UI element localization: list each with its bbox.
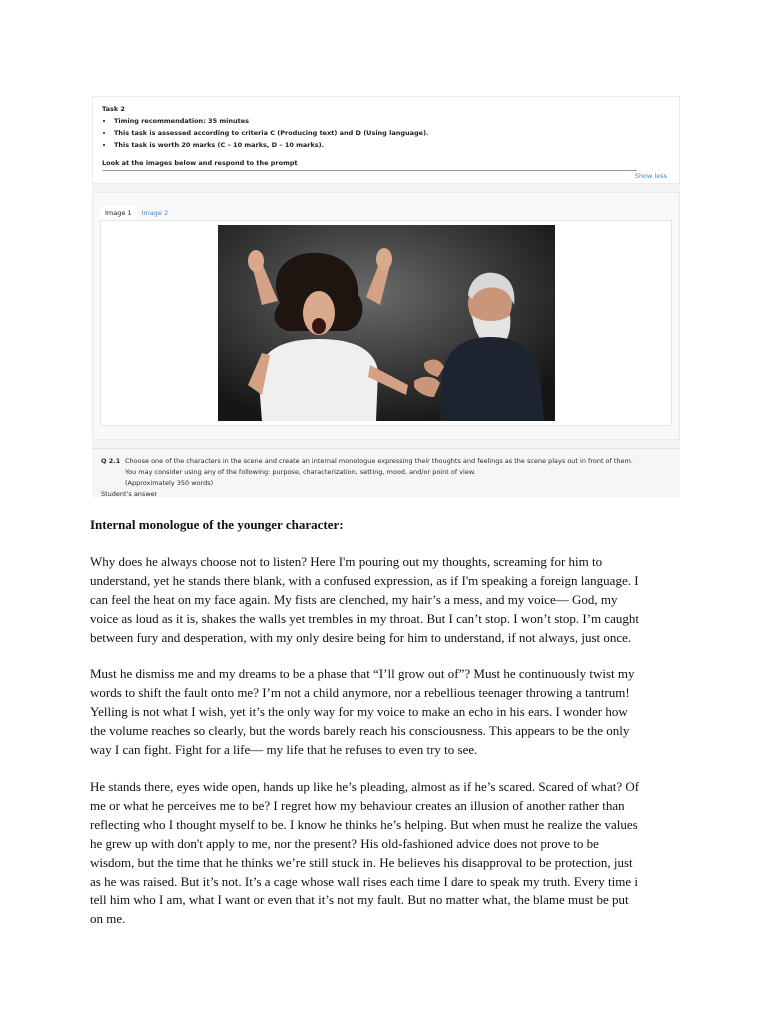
essay-paragraph: [90, 665, 690, 760]
tab-image-1[interactable]: Image 1: [100, 206, 137, 222]
essay-line: on me.: [90, 911, 126, 927]
image-tabs: [100, 206, 173, 220]
task-bullet-list: [105, 115, 634, 151]
show-less-link[interactable]: Show less: [634, 172, 667, 180]
essay-line: Must he dismiss me and my dreams to be a phase that “I’ll grow out of”? Must he continuously twist my: [90, 666, 635, 682]
essay-line: voice as loud as it is, shakes the walls yet trembles in my throat. But I can’t stop. I won’t stop. I’m caught: [90, 610, 640, 626]
divider: [102, 170, 637, 171]
scene-photo: [218, 225, 555, 421]
task-bullet: • This task is assessed according to criteria C (Producing text) and D (Using language).: [114, 127, 634, 139]
essay-line: can feel the heat on my face again. My fists are clenched, my hair’s a mess, and my voice— God, my: [90, 591, 618, 607]
essay-line: Yelling is not what I wish, yet it’s the only way for my voice to make an echo in his ears. I wonder how: [90, 704, 628, 720]
task-instructions: [92, 96, 680, 184]
essay-line: Why does he always choose not to listen? Here I'm pouring out my thoughts, screaming for him to: [90, 553, 603, 569]
essay-line: understand, yet he stands there blank, with a confused expression, as if I'm speaking a foreign language. I: [90, 572, 639, 588]
question-box: [92, 448, 680, 497]
essay-line: reflecting who I thought myself to be. I know he thinks he’s helping. But when must he realize the values: [90, 816, 638, 832]
question-text: Choose one of the characters in the scene and create an internal monologue expressing their thoughts and feelings as the scene plays out in front of them.: [125, 457, 633, 465]
essay-line: between fury and desperation, with my only desire being for him to understand, if not always, just once.: [90, 629, 632, 645]
essay-line: wisdom, but the time that he thinks we’re still stuck in. He believes his disapproval to be protection, just: [90, 854, 633, 870]
task-prompt: Look at the images below and respond to the prompt: [102, 159, 298, 167]
essay-paragraph: [90, 778, 690, 929]
question-hint: You may consider using any of the following: purpose, characterization, setting, mood, and/or point of view.: [125, 468, 476, 476]
task-bullet: • Timing recommendation: 35 minutes: [114, 115, 634, 127]
essay-paragraph: [90, 553, 690, 648]
essay: [90, 516, 690, 947]
essay-line: tell him who I am, what I want or even that it’s not my fault. But no matter what, the blame must be put: [90, 892, 629, 908]
essay-line: He stands there, eyes wide open, hands up like he’s pleading, almost as if he’s scared. Scared of what? Of: [90, 778, 640, 794]
essay-line: way I can fight. Fight for a life— my life that he refuses to even try to see.: [90, 742, 478, 758]
task-title: Task 2: [102, 105, 125, 113]
essay-line: he grew up with don't apply to me, nor the present? His old-fashioned advice does not prove to be: [90, 835, 599, 851]
student-answer-label: Student's answer: [101, 490, 158, 496]
question-number: Q 2.1: [101, 457, 121, 465]
question-word-count: (Approximately 350 words): [125, 479, 214, 487]
essay-line: words to shift the fault onto me? I’m not a child anymore, nor a rebellious teenager throwing a tantrum!: [90, 685, 630, 701]
task-bullet: • This task is worth 20 marks (C – 10 marks, D – 10 marks).: [114, 139, 634, 151]
tab-image-2[interactable]: Image 2: [141, 209, 169, 217]
essay-line: the volume reaches so clearly, but the words barely reach his consciousness. This appears to be the only: [90, 723, 630, 739]
essay-heading: Internal monologue of the younger character:: [90, 517, 344, 532]
essay-line: as he was raised. But it’s not. It’s a cage whose wall rises each time I dare to speak my truth. Every time i: [90, 873, 639, 889]
essay-line: me or what he perceives me to be? I regret how my behaviour creates an illusion of another rather than: [90, 797, 625, 813]
